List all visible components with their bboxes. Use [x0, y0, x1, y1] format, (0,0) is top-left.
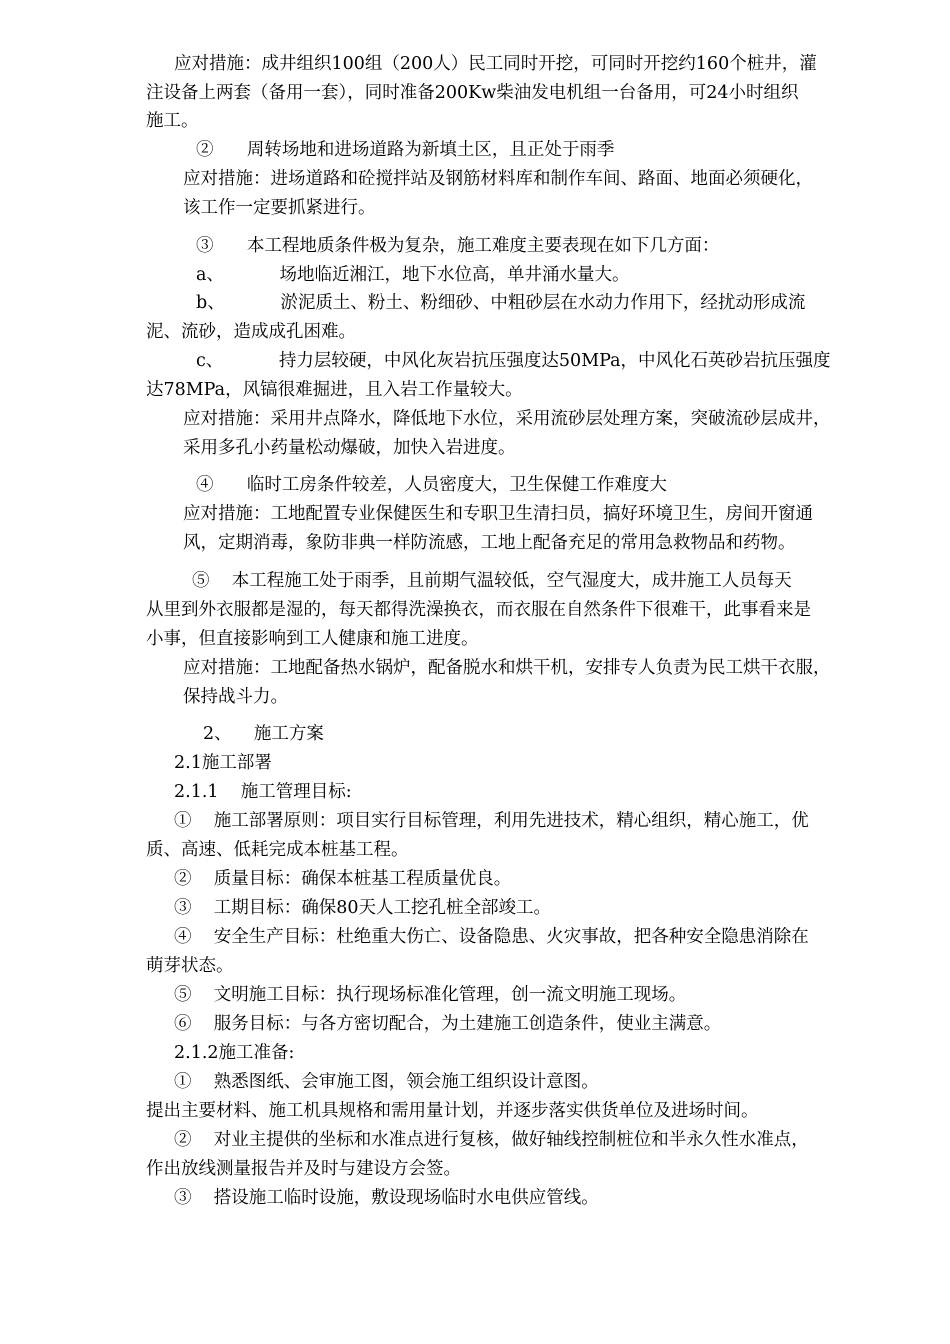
text-line: 施工。	[146, 111, 199, 131]
text-line: 从里到外衣服都是湿的，每天都得洗澡换衣，而衣服在自然条件下很难干，此事看来是	[146, 600, 811, 620]
text-line: 应对措施：采用井点降水，降低地下水位，采用流砂层处理方案，突破流砂层成井，	[183, 409, 831, 429]
text-line: 泥、流砂，造成成孔困难。	[146, 322, 356, 342]
text-line: ③ 工期目标：确保80天人工挖孔桩全部竣工。	[174, 898, 552, 918]
section-heading: 2.1.2施工准备:	[174, 1043, 295, 1063]
text-line: 应对措施：工地配备热水锅炉，配备脱水和烘干机，安排专人负责为民工烘干衣服，	[183, 658, 831, 678]
text-line: ③ 本工程地质条件极为复杂，施工难度主要表现在如下几方面：	[196, 236, 720, 256]
text-line: 应对措施：工地配置专业保健医生和专职卫生清扫员，搞好环境卫生，房间开窗通	[183, 504, 813, 524]
text-line: 应对措施：进场道路和砼搅拌站及钢筋材料库和制作车间、路面、地面必须硬化，	[183, 169, 813, 189]
text-line: a、 场地临近湘江，地下水位高，单井涌水量大。	[196, 265, 630, 285]
text-line: ② 质量目标：确保本桩基工程质量优良。	[174, 869, 512, 889]
text-line: 该工作一定要抓紧进行。	[183, 198, 376, 218]
text-line: ① 施工部署原则：项目实行目标管理，利用先进技术，精心组织，精心施工，优	[174, 811, 809, 831]
section-heading: 2.1.1 施工管理目标:	[174, 782, 352, 802]
text-line: ③ 搭设施工临时设施，敷设现场临时水电供应管线。	[174, 1188, 599, 1208]
text-line: ② 对业主提供的坐标和水准点进行复核，做好轴线控制桩位和半永久性水准点，	[174, 1130, 809, 1150]
text-line: 采用多孔小药量松动爆破，加快入岩进度。	[183, 438, 516, 458]
section-heading: 2、 施工方案	[203, 724, 324, 744]
text-line: ⑤ 本工程施工处于雨季，且前期气温较低，空气湿度大，成井施工人员每天	[192, 571, 792, 591]
text-line: 注设备上两套（备用一套），同时准备200Kw柴油发电机组一台备用，可24小时组织	[146, 83, 799, 103]
text-line: ⑤ 文明施工目标：执行现场标准化管理，创一流文明施工现场。	[174, 985, 687, 1005]
text-line: 作出放线测量报告并及时与建设方会签。	[146, 1159, 461, 1179]
text-line: 风，定期消毒，象防非典一样防流感，工地上配备充足的常用急救物品和药物。	[183, 533, 796, 553]
text-line: 小事，但直接影响到工人健康和施工进度。	[146, 629, 479, 649]
text-line: ④ 临时工房条件较差，人员密度大，卫生保健工作难度大	[196, 475, 667, 495]
text-line: 达78MPa，风镐很难掘进，且入岩工作量较大。	[146, 380, 523, 400]
text-line: c、 持力层较硬，中风化灰岩抗压强度达50MPa，中风化石英砂岩抗压强度	[196, 351, 831, 371]
text-line: ① 熟悉图纸、会审施工图，领会施工组织设计意图。	[174, 1072, 599, 1092]
text-line: 提出主要材料、施工机具规格和需用量计划，并逐步落实供货单位及进场时间。	[146, 1101, 759, 1121]
text-line: ④ 安全生产目标：杜绝重大伤亡、设备隐患、火灾事故，把各种安全隐患消除在	[174, 927, 809, 947]
text-line: b、 淤泥质土、粉土、粉细砂、中粗砂层在水动力作用下，经扰动形成流	[196, 293, 806, 313]
text-line: 萌芽状态。	[146, 956, 234, 976]
text-line: 保持战斗力。	[183, 687, 288, 707]
text-line: 质、高速、低耗完成本桩基工程。	[146, 840, 409, 860]
text-line: ② 周转场地和进场道路为新填土区，且正处于雨季	[196, 140, 615, 160]
text-line: ⑥ 服务目标：与各方密切配合，为土建施工创造条件，使业主满意。	[174, 1014, 722, 1034]
text-line: 应对措施：成井组织100组（200人）民工同时开挖，可同时开挖约160个桩井，灌	[174, 54, 817, 74]
section-heading: 2.1施工部署	[174, 753, 272, 773]
